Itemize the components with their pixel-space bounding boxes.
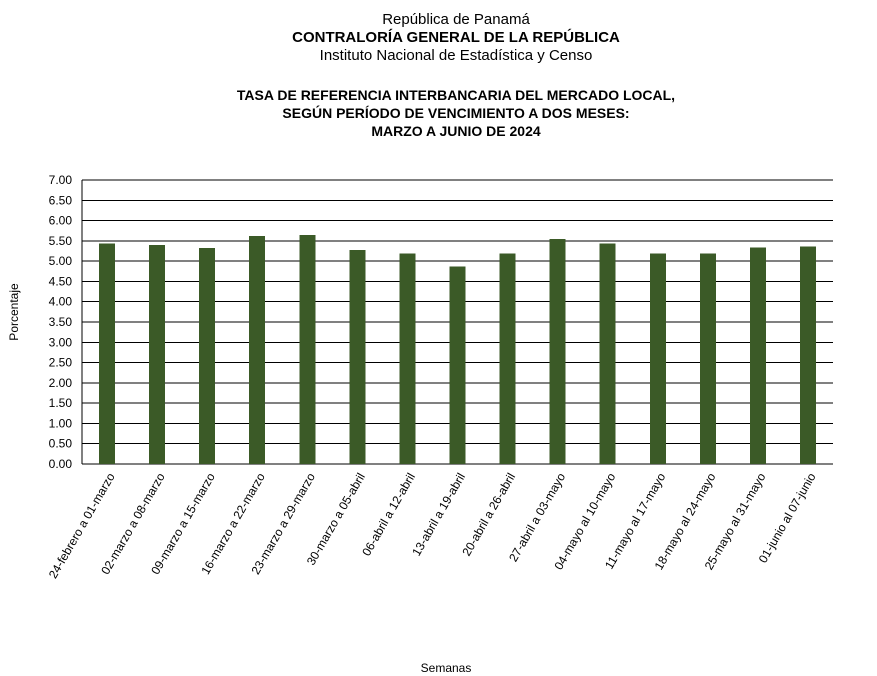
bar	[299, 235, 315, 464]
x-tick-label: 16-marzo a 22-marzo	[198, 470, 268, 577]
bar	[550, 239, 566, 464]
y-axis-label: Porcentaje	[7, 283, 21, 341]
y-tick-label: 5.50	[48, 233, 72, 248]
y-tick-label: 2.00	[48, 375, 72, 390]
bar	[700, 253, 716, 464]
x-tick-label: 06-abril a 12-abril	[359, 470, 419, 559]
x-tick-label: 20-abril a 26-abril	[459, 470, 519, 559]
y-tick-label: 5.00	[48, 254, 72, 269]
bars	[99, 235, 816, 464]
bar	[450, 266, 466, 464]
x-tick-label: 13-abril a 19-abril	[409, 470, 469, 559]
y-tick-label: 0.50	[48, 436, 72, 451]
y-tick-labels	[49, 173, 73, 471]
header-country: República de Panamá	[382, 11, 530, 28]
y-tick-label: 1.00	[48, 416, 72, 431]
header-agency: CONTRALORÍA GENERAL DE LA REPÚBLICA	[292, 29, 620, 46]
x-tick-labels	[46, 470, 819, 581]
x-tick-label: 23-marzo a 29-marzo	[248, 470, 318, 577]
x-tick-label: 30-marzo a 05-abril	[303, 470, 368, 568]
chart-title-line-1: TASA DE REFERENCIA INTERBANCARIA DEL MERCADO LOCAL,	[236, 87, 676, 103]
bar	[650, 253, 666, 464]
y-tick-label: 4.00	[48, 294, 72, 309]
x-tick-label: 01-junio al 07-junio	[755, 470, 819, 566]
chart-title-line-2: SEGÚN PERÍODO DE VENCIMIENTO A DOS MESES:	[282, 105, 630, 121]
bar	[99, 243, 115, 464]
y-tick-label: 3.50	[48, 315, 72, 329]
bar	[199, 248, 215, 464]
x-tick-label: 24-febrero a 01-marzo	[45, 470, 118, 581]
chart-title-line-3: MARZO A JUNIO DE 2024	[371, 123, 541, 139]
y-tick-label: 0.00	[48, 457, 72, 471]
x-tick-label: 25-mayo al 31-mayo	[701, 470, 769, 573]
x-tick-label: 27-abril a 03-mayo	[506, 470, 569, 565]
header-institute: Instituto Nacional de Estadística y Censo	[319, 47, 593, 64]
y-tick-label: 2.50	[48, 355, 72, 370]
bar	[500, 253, 516, 464]
y-tick-label: 6.00	[48, 213, 72, 228]
x-tick-label: 18-mayo al 24-mayo	[651, 470, 719, 573]
bar	[149, 245, 165, 464]
y-tick-label: 4.50	[48, 274, 72, 289]
bar	[399, 253, 415, 464]
x-tick-label: 02-marzo a 08-marzo	[98, 470, 168, 577]
bar	[249, 236, 265, 464]
x-tick-label: 04-mayo al 10-mayo	[551, 470, 619, 573]
y-tick-label: 7.00	[48, 173, 72, 187]
y-tick-label: 1.50	[48, 396, 72, 411]
bar	[800, 247, 816, 464]
y-tick-label: 3.00	[48, 335, 72, 350]
x-tick-label: 09-marzo a 15-marzo	[148, 470, 218, 577]
bar	[750, 247, 766, 464]
y-tick-label: 6.50	[48, 193, 72, 208]
bar	[349, 250, 365, 464]
x-axis-label: Semanas	[420, 661, 472, 675]
bar	[600, 243, 616, 464]
x-tick-label: 11-mayo al 17-mayo	[601, 470, 669, 572]
